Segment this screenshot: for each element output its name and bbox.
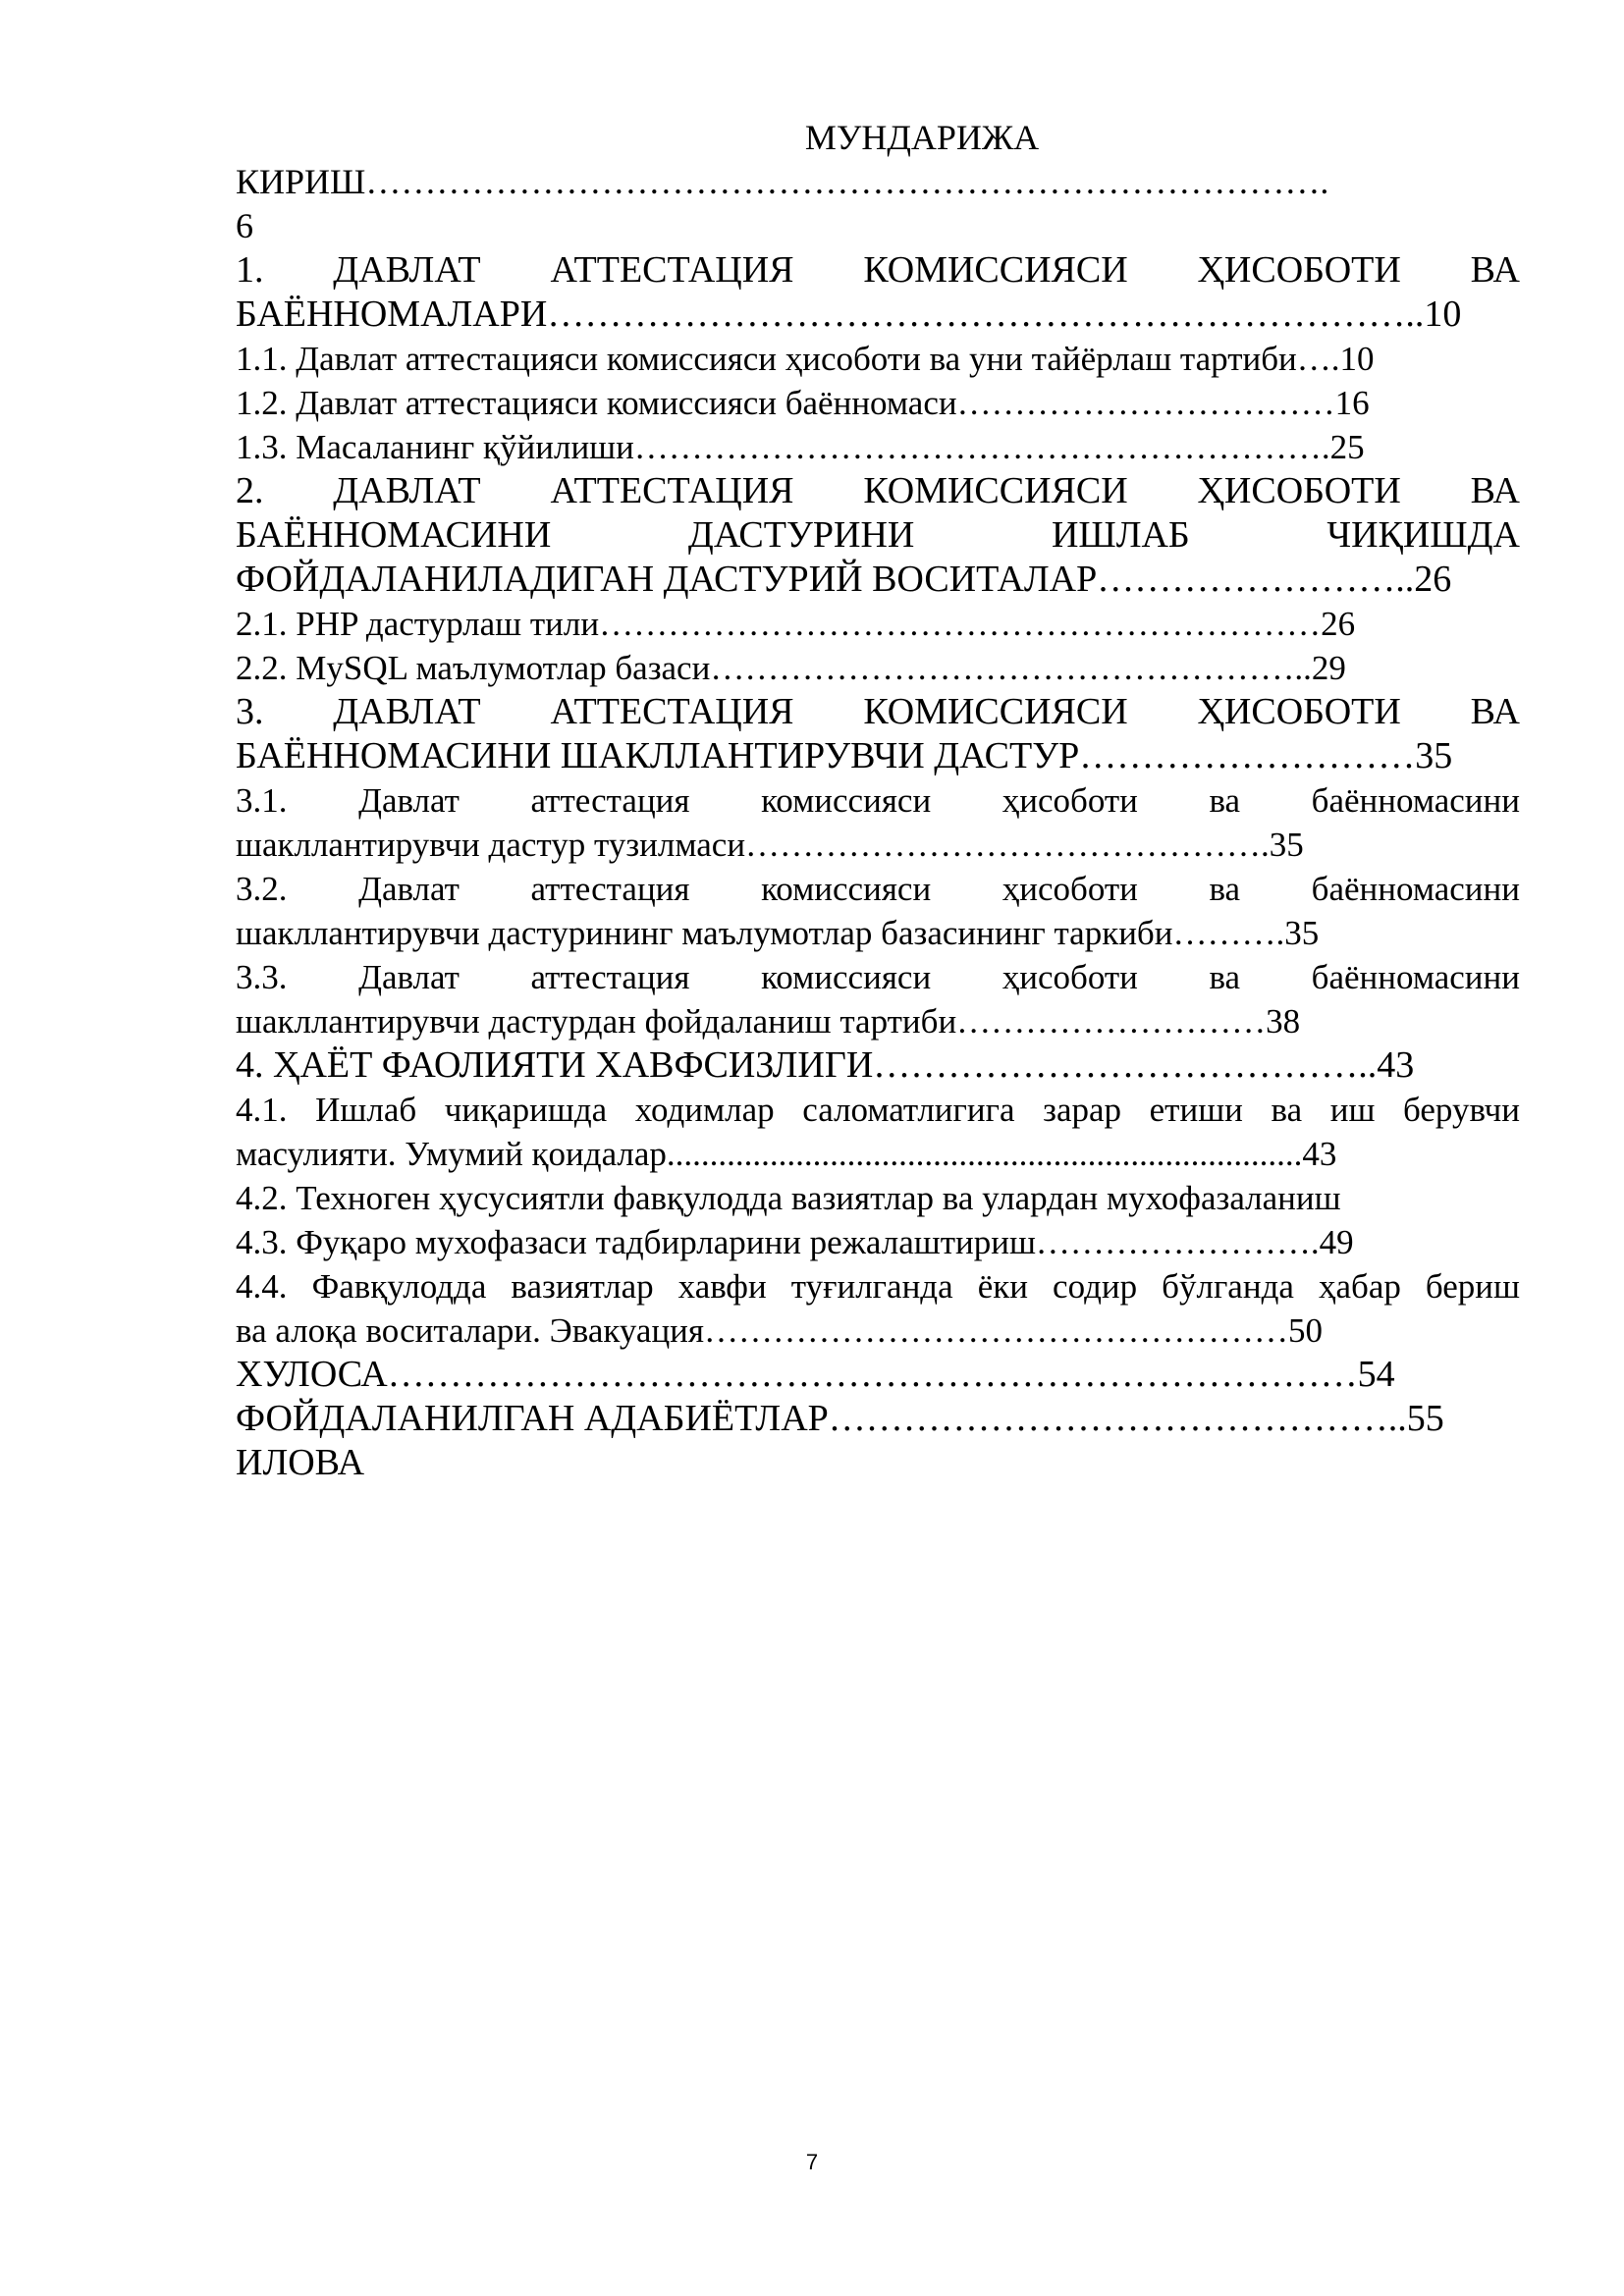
- toc-line: 4. ҲАЁТ ФАОЛИЯТИ ХАВФСИЗЛИГИ…………………………………..43: [236, 1044, 1415, 1086]
- page-number: 7: [805, 2150, 819, 2174]
- toc-line: 1. ДАВЛАТ АТТЕСТАЦИЯ КОМИССИЯСИ ҲИСОБОТИ ВА: [236, 249, 1520, 291]
- toc-line: шакллантирувчи дастур тузилмаси……………………………………….35: [236, 826, 1304, 864]
- toc-line: 1.2. Давлат аттестацияси комиссияси баённомаси……………………………16: [236, 384, 1370, 422]
- toc-line: 4.1. Ишлаб чиқаришда ходимлар саломатлигига зарар етиши ва иш берувчи: [236, 1091, 1520, 1129]
- toc-line: 1.1. Давлат аттестацияси комиссияси ҳисоботи ва уни тайёрлаш тартиби….10: [236, 340, 1375, 378]
- toc-line: БАЁННОМАСИНИ ШАКЛЛАНТИРУВЧИ ДАСТУР………………………35: [236, 735, 1453, 776]
- toc-line: ФОЙДАЛАНИЛГАН АДАБИЁТЛАР………………………………………..55: [236, 1398, 1444, 1439]
- toc-line: 2.1. PHP дастурлаш тили………………………………………………………26: [236, 605, 1356, 643]
- toc-line: 3.3. Давлат аттестация комиссияси ҳисоботи ва баённомасини: [236, 958, 1520, 996]
- toc-line: 3.1. Давлат аттестация комиссияси ҳисоботи ва баённомасини: [236, 781, 1520, 820]
- toc-line: КИРИШ……………………………………………………………………….: [236, 162, 1329, 201]
- toc-line: ва алоқа воситалари. Эвакуация……………………………………………50: [236, 1311, 1324, 1350]
- toc-line: 3.2. Давлат аттестация комиссияси ҳисоботи ва баённомасини: [236, 870, 1520, 908]
- toc-line: масулияти. Умумий қоидалар..........................................................................43: [236, 1135, 1337, 1173]
- toc-line: 4.3. Фуқаро мухофазаси тадбирларини режалаштириш…………………….49: [236, 1223, 1354, 1261]
- toc-title: МУНДАРИЖА: [804, 118, 1040, 157]
- toc-line: БАЁННОМАЛАРИ……………………………………………………………..10: [236, 294, 1462, 335]
- toc-line: шакллантирувчи дастурининг маълумотлар базасининг таркиби……….35: [236, 914, 1320, 952]
- toc-line: 2.2. MySQL маълумотлар базаси……………………………………………..29: [236, 649, 1346, 687]
- toc-line: ИЛОВА: [236, 1442, 365, 1483]
- toc-line: 4.2. Техноген ҳусусиятли фавқулодда вазиятлар ва улардан мухофазаланиш: [236, 1179, 1341, 1217]
- toc-line: 4.4. Фавқулодда вазиятлар хавфи туғилганда ёки содир бўлганда ҳабар бериш: [236, 1267, 1520, 1306]
- toc-line: ХУЛОСА……………………………………………………………………54: [236, 1354, 1395, 1395]
- table-of-contents: [236, 116, 1520, 1485]
- toc-line: ФОЙДАЛАНИЛАДИГАН ДАСТУРИЙ ВОСИТАЛАР……………………..26: [236, 559, 1452, 600]
- toc-line: 3. ДАВЛАТ АТТЕСТАЦИЯ КОМИССИЯСИ ҲИСОБОТИ ВА: [236, 691, 1520, 732]
- toc-line: 6: [236, 206, 253, 245]
- toc-line: БАЁННОМАСИНИ ДАСТУРИНИ ИШЛАБ ЧИҚИШДА: [236, 514, 1520, 556]
- toc-line: шакллантирувчи дастурдан фойдаланиш тартиби………………………38: [236, 1002, 1301, 1041]
- toc-line: 2. ДАВЛАТ АТТЕСТАЦИЯ КОМИССИЯСИ ҲИСОБОТИ ВА: [236, 470, 1520, 511]
- toc-line: 1.3. Масаланинг қўйилиши…………………………………………………….25: [236, 428, 1365, 466]
